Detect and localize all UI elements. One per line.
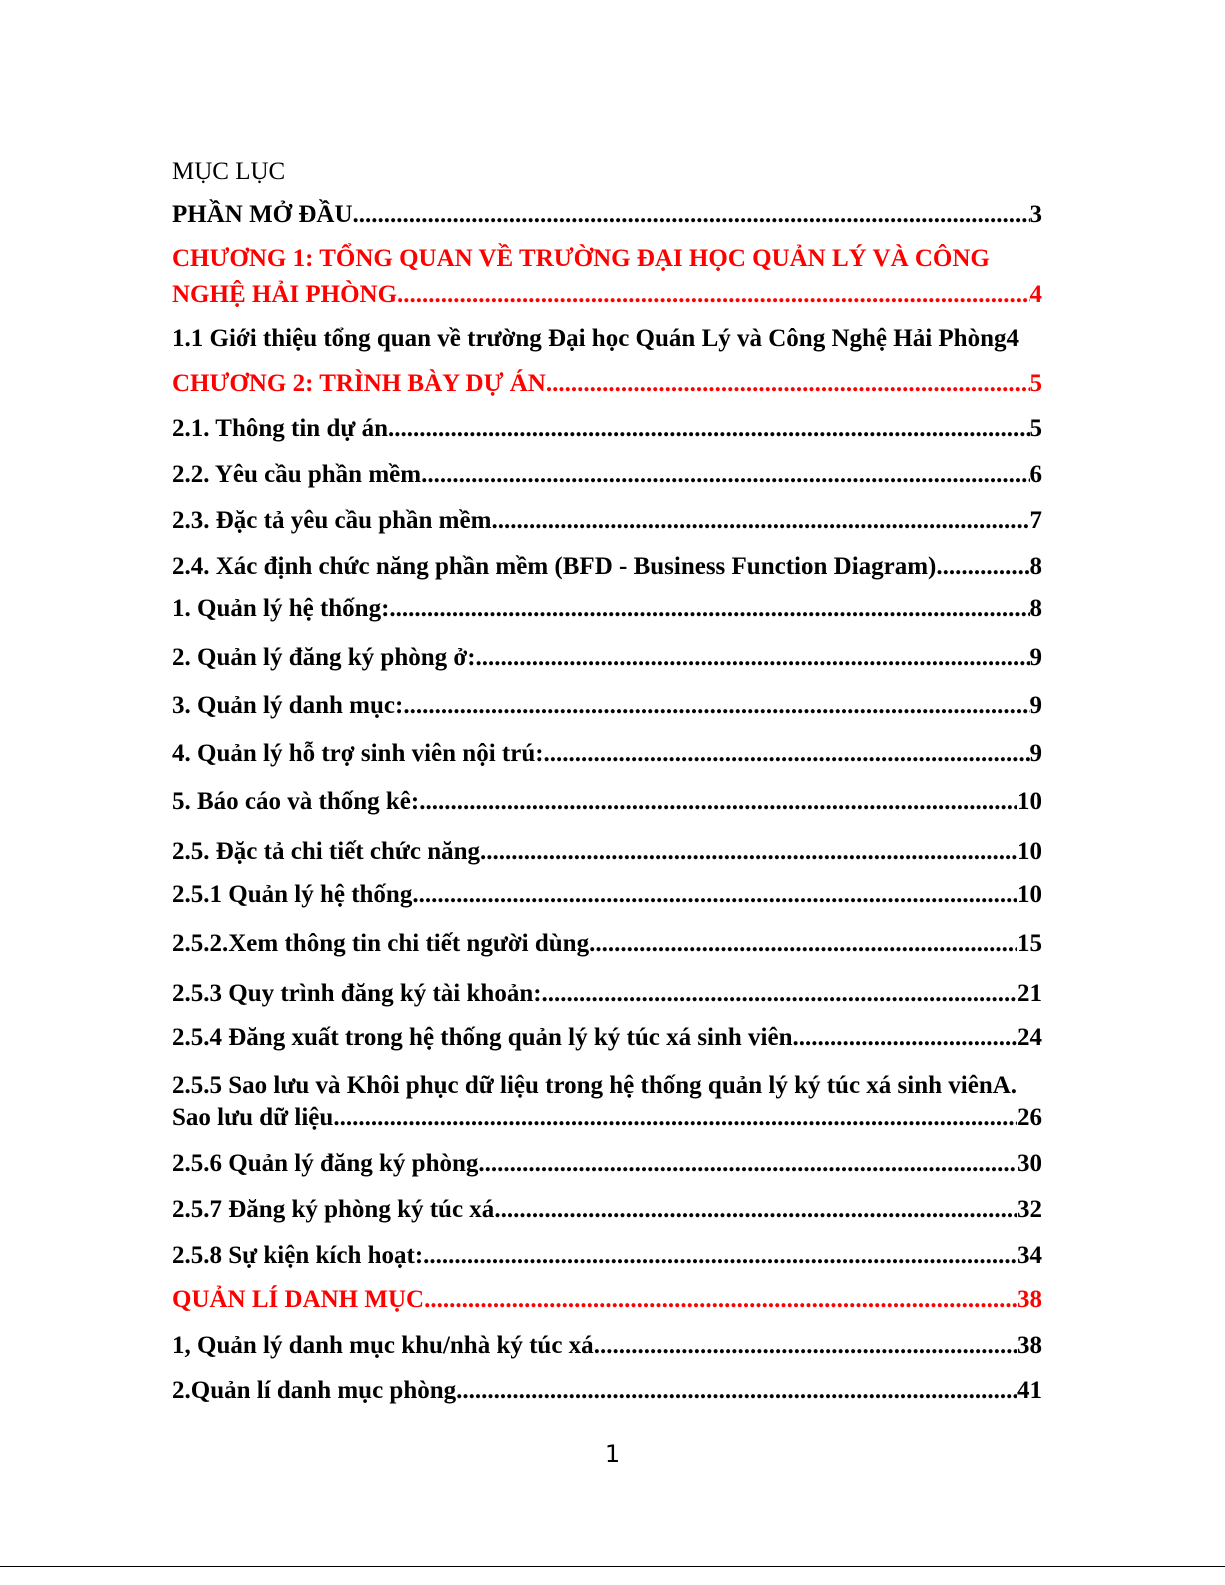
- toc-entry[interactable]: [172, 978, 1042, 1010]
- toc-entry-page: 10: [1017, 881, 1042, 908]
- toc-entry-text: CHƯƠNG 2: TRÌNH BÀY DỰ ÁN: [172, 370, 546, 397]
- toc-entry-text: 5. Báo cáo và thống kê:: [172, 788, 420, 815]
- dot-leader: [589, 928, 1017, 960]
- dot-leader: [421, 459, 1029, 491]
- toc-entry[interactable]: [172, 642, 1042, 674]
- dot-leader: [793, 1022, 1017, 1054]
- toc-entry-page: 9: [1029, 644, 1042, 671]
- toc-entry[interactable]: [172, 1240, 1042, 1272]
- toc-entry-text: 2.5.6 Quản lý đăng ký phòng: [172, 1150, 479, 1177]
- dot-leader: [353, 199, 1030, 231]
- toc-entry-text-line1: 2.5.5 Sao lưu và Khôi phục dữ liệu trong hệ thống quản lý ký túc xá sinh viênA.: [172, 1072, 1018, 1099]
- toc-entry-chapter[interactable]: [172, 243, 1042, 311]
- toc-entry-page: 15: [1017, 930, 1042, 957]
- toc-entry-text: 2.Quản lí danh mục phòng: [172, 1377, 457, 1404]
- dot-leader: [494, 1194, 1017, 1226]
- dot-leader: [424, 1284, 1017, 1316]
- dot-leader: [388, 413, 1029, 445]
- dot-leader: [476, 642, 1030, 674]
- dot-leader: [544, 738, 1030, 770]
- toc-entry-text: 2.5.1 Quản lý hệ thống: [172, 881, 413, 908]
- toc-entry[interactable]: [172, 1070, 1062, 1134]
- toc-entry-page: 8: [1029, 553, 1042, 580]
- toc-entry-page: 6: [1029, 461, 1042, 488]
- toc-entry-text: 3. Quản lý danh mục:: [172, 692, 404, 719]
- toc-entry-text: 2.5. Đặc tả chi tiết chức năng: [172, 838, 481, 865]
- toc-entry-page: 21: [1017, 980, 1042, 1007]
- toc-entry-text: 2.5.2.Xem thông tin chi tiết người dùng: [172, 930, 590, 957]
- toc-entry-text: NGHỆ HẢI PHÒNG: [172, 281, 398, 308]
- dot-leader: [419, 786, 1017, 818]
- toc-entry[interactable]: [172, 323, 1062, 355]
- toc-entry-page: 3: [1029, 201, 1042, 228]
- dot-leader: [333, 1102, 1017, 1134]
- toc-entry[interactable]: [172, 879, 1042, 911]
- toc-entry-page: 8: [1029, 595, 1042, 622]
- dot-leader: [423, 1240, 1017, 1272]
- toc-entry-page: 32: [1017, 1196, 1042, 1223]
- toc-entry-page: 26: [1017, 1104, 1042, 1131]
- toc-entry-text: 2. Quản lý đăng ký phòng ở:: [172, 644, 476, 671]
- toc-entry[interactable]: [172, 593, 1042, 625]
- toc-entry-text: 2.5.8 Sự kiện kích hoạt:: [172, 1242, 424, 1269]
- toc-entry[interactable]: [172, 1194, 1042, 1226]
- toc-entry-page: 10: [1017, 788, 1042, 815]
- toc-entry-text: 1. Quản lý hệ thống:: [172, 595, 390, 622]
- dot-leader: [491, 505, 1029, 537]
- toc-entry-page: 5: [1029, 415, 1042, 442]
- dot-leader: [412, 879, 1017, 911]
- toc-entry-page: 9: [1029, 740, 1042, 767]
- toc-entry[interactable]: [172, 199, 1042, 231]
- toc-entry-page: 38: [1017, 1332, 1042, 1359]
- toc-entry[interactable]: [172, 836, 1042, 868]
- toc-entry-text: 1.1 Giới thiệu tổng quan về trường Đại học Quán Lý và Công Nghệ Hải Phòng: [172, 325, 1007, 352]
- toc-entry-page: 34: [1017, 1242, 1042, 1269]
- toc-entry[interactable]: [172, 786, 1042, 818]
- toc-entry-text: 2.5.3 Quy trình đăng ký tài khoản:: [172, 980, 542, 1007]
- toc-entry-page: 41: [1017, 1377, 1042, 1404]
- toc-entry[interactable]: [172, 551, 1042, 583]
- toc-entry[interactable]: [172, 505, 1042, 537]
- toc-entry-text: 2.2. Yêu cầu phần mềm: [172, 461, 422, 488]
- toc-entry-text: 4. Quản lý hỗ trợ sinh viên nội trú:: [172, 740, 544, 767]
- toc-entry-page: 7: [1029, 507, 1042, 534]
- toc-entry[interactable]: [172, 690, 1042, 722]
- toc-entry[interactable]: [172, 459, 1042, 491]
- toc-entry-page: 30: [1017, 1150, 1042, 1177]
- toc-title: MỤC LỤC: [172, 158, 286, 185]
- dot-leader: [478, 1148, 1017, 1180]
- toc-entry-chapter[interactable]: [172, 1284, 1042, 1316]
- toc-entry-page: 38: [1017, 1286, 1042, 1313]
- toc-entry[interactable]: [172, 928, 1042, 960]
- toc-entry-page: 4: [1029, 281, 1042, 308]
- toc-entry-chapter[interactable]: [172, 368, 1042, 400]
- dot-leader: [456, 1375, 1017, 1407]
- toc-entry[interactable]: [172, 1148, 1042, 1180]
- dot-leader: [546, 368, 1030, 400]
- toc-entry-text: 2.5.4 Đăng xuất trong hệ thống quản lý ký túc xá sinh viên: [172, 1024, 793, 1051]
- toc-entry-text: 2.5.7 Đăng ký phòng ký túc xá: [172, 1196, 495, 1223]
- toc-entry-text: QUẢN LÍ DANH MỤC: [172, 1286, 425, 1313]
- dot-leader: [389, 593, 1029, 625]
- dot-leader: [594, 1330, 1017, 1362]
- toc-entry[interactable]: [172, 413, 1042, 445]
- dot-leader: [403, 690, 1029, 722]
- toc-entry-page: 10: [1017, 838, 1042, 865]
- toc-entry-page: 9: [1029, 692, 1042, 719]
- dot-leader: [397, 279, 1029, 311]
- toc-entry-text: 2.4. Xác định chức năng phần mềm (BFD - Business Function Diagram): [172, 553, 937, 580]
- toc-entry-text: 2.3. Đặc tả yêu cầu phần mềm: [172, 507, 492, 534]
- toc-entry-text: 2.1. Thông tin dự án: [172, 415, 389, 442]
- toc-entry-text: 1, Quản lý danh mục khu/nhà ký túc xá: [172, 1332, 594, 1359]
- toc-entry[interactable]: [172, 738, 1042, 770]
- toc-entry-text: PHẦN MỞ ĐẦU: [172, 201, 353, 228]
- page-bottom-divider: [0, 1566, 1225, 1567]
- dot-leader: [480, 836, 1017, 868]
- toc-entry-page: 5: [1029, 370, 1042, 397]
- toc-entry[interactable]: [172, 1022, 1042, 1054]
- toc-entry-text: Sao lưu dữ liệu: [172, 1104, 334, 1131]
- toc-entry[interactable]: [172, 1375, 1042, 1407]
- dot-leader: [542, 978, 1017, 1010]
- toc-entry[interactable]: [172, 1330, 1042, 1362]
- page-number: 1: [604, 1440, 621, 1468]
- toc-entry-page: 24: [1017, 1024, 1042, 1051]
- toc-entry-page: 4: [1006, 325, 1019, 352]
- dot-leader: [936, 551, 1029, 583]
- toc-entry-text-line1: CHƯƠNG 1: TỔNG QUAN VỀ TRƯỜNG ĐẠI HỌC QUẢN LÝ VÀ CÔNG: [172, 245, 990, 272]
